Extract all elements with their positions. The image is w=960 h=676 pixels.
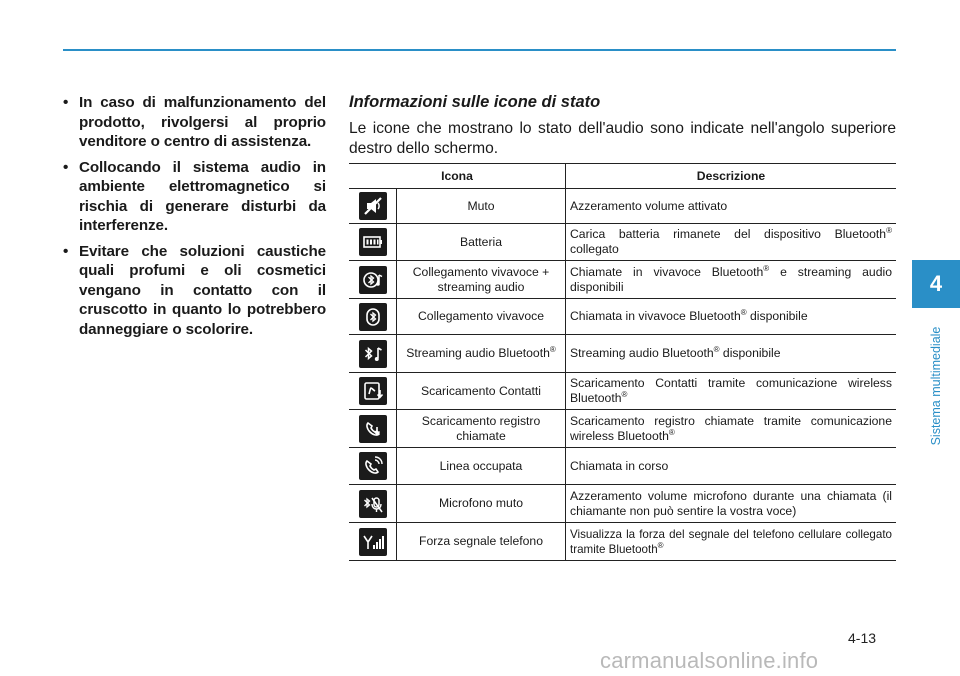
watermark: carmanualsonline.info: [600, 648, 819, 673]
row-description: Chiamate in vivavoce Bluetooth: [570, 264, 764, 279]
call-history-download-icon: [359, 415, 387, 443]
battery-icon: [359, 228, 387, 256]
table-header-row: [349, 164, 896, 189]
table-row: [349, 410, 896, 448]
registered-mark: ®: [886, 225, 892, 235]
registered-mark: ®: [657, 540, 664, 550]
row-name: Streaming audio Bluetooth: [406, 346, 550, 360]
row-description-cont: disponibile: [746, 309, 808, 323]
bluetooth-handsfree-audio-icon: [359, 266, 387, 294]
bullet-text: Evitare che soluzioni caustiche quali profumi e oli cosmetici vengano in contatto con il cruscotto in quanto lo potrebbero danneggiare o scolorire.: [79, 242, 326, 338]
row-description: Chiamata in corso: [570, 458, 669, 473]
header-icon: Icona: [349, 164, 566, 189]
mute-speaker-icon: [359, 192, 387, 220]
row-description: Azzeramento volume attivato: [570, 198, 728, 213]
row-name: Batteria: [397, 224, 566, 261]
row-name: Muto: [397, 189, 566, 224]
list-item: [63, 158, 326, 236]
section-intro: Le icone che mostrano lo stato dell'audio sono indicate nell'angolo superiore destro dello schermo.: [349, 120, 896, 157]
table-row: [349, 299, 896, 335]
row-name: Forza segnale telefono: [397, 523, 566, 561]
list-item: [63, 242, 326, 340]
chapter-tab: 4: [912, 260, 960, 308]
registered-mark: ®: [621, 389, 628, 399]
chapter-label: [928, 318, 942, 454]
table-row: [349, 485, 896, 523]
bluetooth-handsfree-icon: [359, 303, 387, 331]
row-description-cont: collegato: [570, 242, 619, 256]
row-name: Scaricamento Contatti: [397, 373, 566, 410]
row-name: Microfono muto: [397, 485, 566, 523]
registered-mark: ®: [713, 344, 720, 354]
row-description: Carica batteria rimanete del dispositivo Bluetooth: [570, 227, 887, 241]
row-description: Azzeramento volume microfono durante una chiamata (il chiamante non può sentire la vostra voce): [570, 488, 892, 518]
row-description: Scaricamento Contatti tramite comunicazione wireless Bluetooth: [570, 376, 892, 405]
list-item: [63, 93, 326, 152]
bullet-mark: •: [63, 94, 69, 111]
status-icons-table: [349, 163, 896, 561]
registered-mark: ®: [763, 263, 770, 273]
row-name: Collegamento vivavoce: [397, 299, 566, 335]
registered-mark: ®: [740, 307, 747, 317]
row-name: Linea occupata: [397, 448, 566, 485]
row-description-cont: e streaming audio disponibili: [570, 264, 892, 294]
registered-mark: ®: [668, 427, 675, 437]
table-row: [349, 261, 896, 299]
warning-list: [63, 93, 326, 345]
table-row: [349, 448, 896, 485]
table-row: [349, 373, 896, 410]
row-description: Chiamata in vivavoce Bluetooth: [570, 309, 741, 323]
header-description: Descrizione: [566, 164, 897, 189]
row-description-cont: disponibile: [719, 346, 781, 360]
contacts-download-icon: [359, 377, 387, 405]
table-row: [349, 224, 896, 261]
section-title: Informazioni sulle icone di stato: [349, 93, 601, 111]
bullet-mark: •: [63, 242, 69, 260]
bullet-text: In caso di malfunzionamento del prodotto, rivolgersi al proprio venditore o centro di assistenza.: [79, 94, 326, 150]
chapter-title: Sistema multimediale: [929, 326, 943, 446]
top-rule: [63, 49, 896, 51]
signal-strength-icon: [359, 528, 387, 556]
line-busy-icon: [359, 452, 387, 480]
table-row: [349, 189, 896, 224]
table-row: [349, 335, 896, 373]
bullet-mark: •: [63, 158, 69, 176]
bluetooth-audio-icon: [359, 340, 387, 368]
bullet-text: Collocando il sistema audio in ambiente elettromagnetico si rischia di generare disturbi da interferenze.: [79, 158, 326, 234]
microphone-mute-icon: [359, 490, 387, 518]
row-description: Visualizza la forza del segnale del telefono cellulare collegato tramite Bluetooth: [570, 527, 892, 556]
registered-mark: ®: [549, 344, 556, 354]
page-number: 4-13: [848, 630, 877, 646]
row-name: Scaricamento registro chiamate: [397, 410, 566, 448]
table-row: [349, 523, 896, 561]
row-description: Scaricamento registro chiamate tramite comunicazione wireless Bluetooth: [570, 413, 892, 443]
row-name: Collegamento vivavoce + streaming audio: [397, 261, 566, 299]
row-description: Streaming audio Bluetooth: [570, 346, 714, 360]
